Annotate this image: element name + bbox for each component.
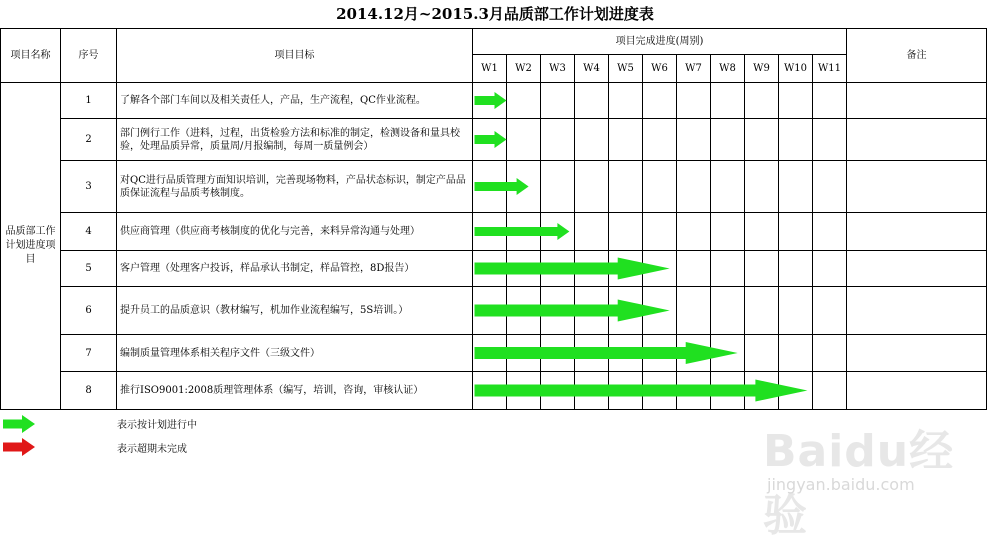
- legend-arrow-overdue: [3, 438, 35, 456]
- week-header: W1: [473, 55, 507, 83]
- week-header: W3: [541, 55, 575, 83]
- row-remark: [847, 213, 987, 251]
- table-row: [1, 287, 987, 335]
- row-number: 1: [61, 83, 117, 119]
- header-project-name: 项目名称: [1, 29, 61, 83]
- legend-label-overdue: 表示超期未完成: [117, 444, 187, 455]
- week-header: W8: [711, 55, 745, 83]
- week-header: W10: [779, 55, 813, 83]
- schedule-table: [0, 28, 987, 410]
- header-row-1: [1, 29, 987, 55]
- watermark-url: jingyan.baidu.com: [767, 475, 915, 494]
- row-remark: [847, 372, 987, 410]
- row-goal: 对QC进行品质管理方面知识培训，完善现场物料，产品状态标识，制定产品品质保证流程与品质考核制度。: [117, 161, 473, 213]
- row-number: 7: [61, 335, 117, 372]
- row-goal: 编制质量管理体系相关程序文件（三级文件）: [117, 335, 473, 372]
- row-number: 8: [61, 372, 117, 410]
- table-row: [1, 251, 987, 287]
- table-row: [1, 335, 987, 372]
- header-progress: 项目完成进度(周别): [473, 29, 847, 55]
- week-header: W6: [643, 55, 677, 83]
- row-remark: [847, 119, 987, 161]
- row-remark: [847, 83, 987, 119]
- table-row: [1, 372, 987, 410]
- row-remark: [847, 335, 987, 372]
- row-number: 2: [61, 119, 117, 161]
- row-remark: [847, 287, 987, 335]
- header-remark: 备注: [847, 29, 987, 83]
- week-header: W7: [677, 55, 711, 83]
- row-goal: 提升员工的品质意识（教材编写，机加作业流程编写，5S培训。）: [117, 287, 473, 335]
- week-header: W2: [507, 55, 541, 83]
- row-goal: 推行ISO9001:2008质理管理体系（编写，培训，咨询，审核认证）: [117, 372, 473, 410]
- week-header: W9: [745, 55, 779, 83]
- row-number: 5: [61, 251, 117, 287]
- sheet-title: 2014.12月~2015.3月品质部工作计划进度表: [336, 5, 654, 23]
- row-number: 4: [61, 213, 117, 251]
- legend-arrow-ongoing: [3, 415, 35, 433]
- row-goal: 了解各个部门车间以及相关责任人，产品，生产流程，QC作业流程。: [117, 83, 473, 119]
- table-row: [1, 83, 987, 119]
- legend-label-ongoing: 表示按计划进行中: [117, 420, 197, 431]
- table-row: [1, 213, 987, 251]
- watermark-text: Baidu经验: [763, 426, 955, 541]
- row-goal: 供应商管理（供应商考核制度的优化与完善，来料异常沟通与处理）: [117, 213, 473, 251]
- table-row: [1, 161, 987, 213]
- week-header: W5: [609, 55, 643, 83]
- row-goal: 部门例行工作（进料，过程，出货检验方法和标准的制定，检测设备和量具校验，处理品质异常，质量周/月报编制，每周一质量例会）: [117, 119, 473, 161]
- row-remark: [847, 251, 987, 287]
- category-cell: 品质部工作计划进度项目: [1, 83, 61, 410]
- week-header: W4: [575, 55, 609, 83]
- row-goal: 客户管理（处理客户投诉，样品承认书制定，样品管控，8D报告）: [117, 251, 473, 287]
- row-number: 6: [61, 287, 117, 335]
- week-header: W11: [813, 55, 847, 83]
- header-seq: 序号: [61, 29, 117, 83]
- header-goal: 项目目标: [117, 29, 473, 83]
- row-remark: [847, 161, 987, 213]
- row-number: 3: [61, 161, 117, 213]
- baidu-jingyan-watermark: [763, 415, 995, 541]
- table-row: [1, 119, 987, 161]
